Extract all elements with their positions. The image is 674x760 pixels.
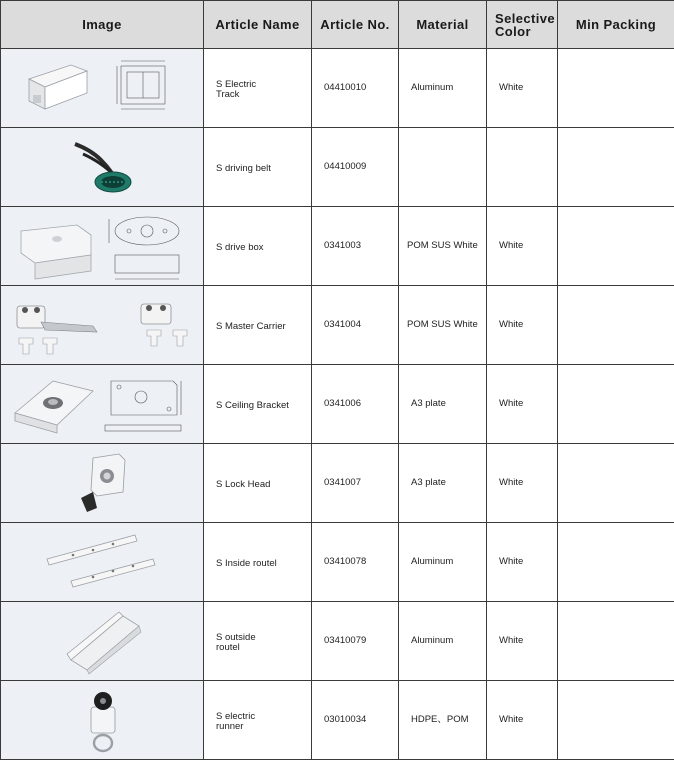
article-name-cell: S Inside routel xyxy=(204,523,312,602)
header-article-no: Article No. xyxy=(312,1,399,49)
article-name-cell: S Electric Track xyxy=(204,49,312,128)
header-min-packing: Min Packing xyxy=(558,1,674,49)
header-row xyxy=(1,1,674,49)
color-cell: White xyxy=(487,286,558,365)
packing-cell xyxy=(558,286,674,365)
product-image-cell xyxy=(1,602,204,681)
packing-cell xyxy=(558,681,674,760)
table-row xyxy=(1,49,674,128)
article-name-cell: S driving belt xyxy=(204,128,312,207)
color-cell: White xyxy=(487,444,558,523)
material-cell: Aluminum xyxy=(399,49,487,128)
header-material: Material xyxy=(399,1,487,49)
product-image-cell xyxy=(1,286,204,365)
material-cell: POM SUS White xyxy=(399,207,487,286)
article-no-cell: 03010034 xyxy=(312,681,399,760)
header-image: Image xyxy=(1,1,204,49)
material-cell xyxy=(399,128,487,207)
article-name-cell: S outside routel xyxy=(204,602,312,681)
outside-routel-image xyxy=(1,604,203,679)
table-row xyxy=(1,286,674,365)
article-name-cell: S drive box xyxy=(204,207,312,286)
lock-head-image xyxy=(1,446,203,521)
packing-cell xyxy=(558,444,674,523)
color-cell: White xyxy=(487,49,558,128)
material-cell: A3 plate xyxy=(399,365,487,444)
article-no-cell: 04410010 xyxy=(312,49,399,128)
article-name-cell: S Ceiling Bracket xyxy=(204,365,312,444)
header-article-name: Article Name xyxy=(204,1,312,49)
article-name-cell: S electric runner xyxy=(204,681,312,760)
material-cell: Aluminum xyxy=(399,523,487,602)
master-carrier-image xyxy=(1,288,203,363)
product-image-cell xyxy=(1,681,204,760)
color-cell: White xyxy=(487,207,558,286)
material-cell: HDPE、POM xyxy=(399,681,487,760)
table-row xyxy=(1,444,674,523)
material-cell: POM SUS White xyxy=(399,286,487,365)
table-row xyxy=(1,681,674,760)
product-image-cell xyxy=(1,49,204,128)
article-no-cell: 03410079 xyxy=(312,602,399,681)
table-row xyxy=(1,207,674,286)
product-image-cell xyxy=(1,365,204,444)
product-image-cell xyxy=(1,444,204,523)
packing-cell xyxy=(558,49,674,128)
article-name-cell: S Lock Head xyxy=(204,444,312,523)
table-row xyxy=(1,365,674,444)
color-cell: White xyxy=(487,602,558,681)
color-cell: White xyxy=(487,523,558,602)
article-no-cell: 0341007 xyxy=(312,444,399,523)
ceiling-bracket-image xyxy=(1,367,203,442)
article-no-cell: 0341006 xyxy=(312,365,399,444)
header-selective-color: Selective Color xyxy=(487,1,558,49)
color-cell: White xyxy=(487,681,558,760)
article-no-cell: 0341003 xyxy=(312,207,399,286)
color-cell xyxy=(487,128,558,207)
article-no-cell: 04410009 xyxy=(312,128,399,207)
electric-runner-image xyxy=(1,683,203,758)
drive-box-image xyxy=(1,209,203,284)
article-name-cell: S Master Carrier xyxy=(204,286,312,365)
driving-belt-image xyxy=(1,130,203,205)
packing-cell xyxy=(558,602,674,681)
packing-cell xyxy=(558,523,674,602)
table-row xyxy=(1,523,674,602)
packing-cell xyxy=(558,207,674,286)
material-cell: A3 plate xyxy=(399,444,487,523)
product-image-cell xyxy=(1,207,204,286)
electric-track-image xyxy=(1,51,203,126)
table-row xyxy=(1,602,674,681)
color-cell: White xyxy=(487,365,558,444)
inside-routel-image xyxy=(1,525,203,600)
table-row xyxy=(1,128,674,207)
packing-cell xyxy=(558,365,674,444)
material-cell: Aluminum xyxy=(399,602,487,681)
article-no-cell: 0341004 xyxy=(312,286,399,365)
product-image-cell xyxy=(1,128,204,207)
product-image-cell xyxy=(1,523,204,602)
packing-cell xyxy=(558,128,674,207)
article-no-cell: 03410078 xyxy=(312,523,399,602)
